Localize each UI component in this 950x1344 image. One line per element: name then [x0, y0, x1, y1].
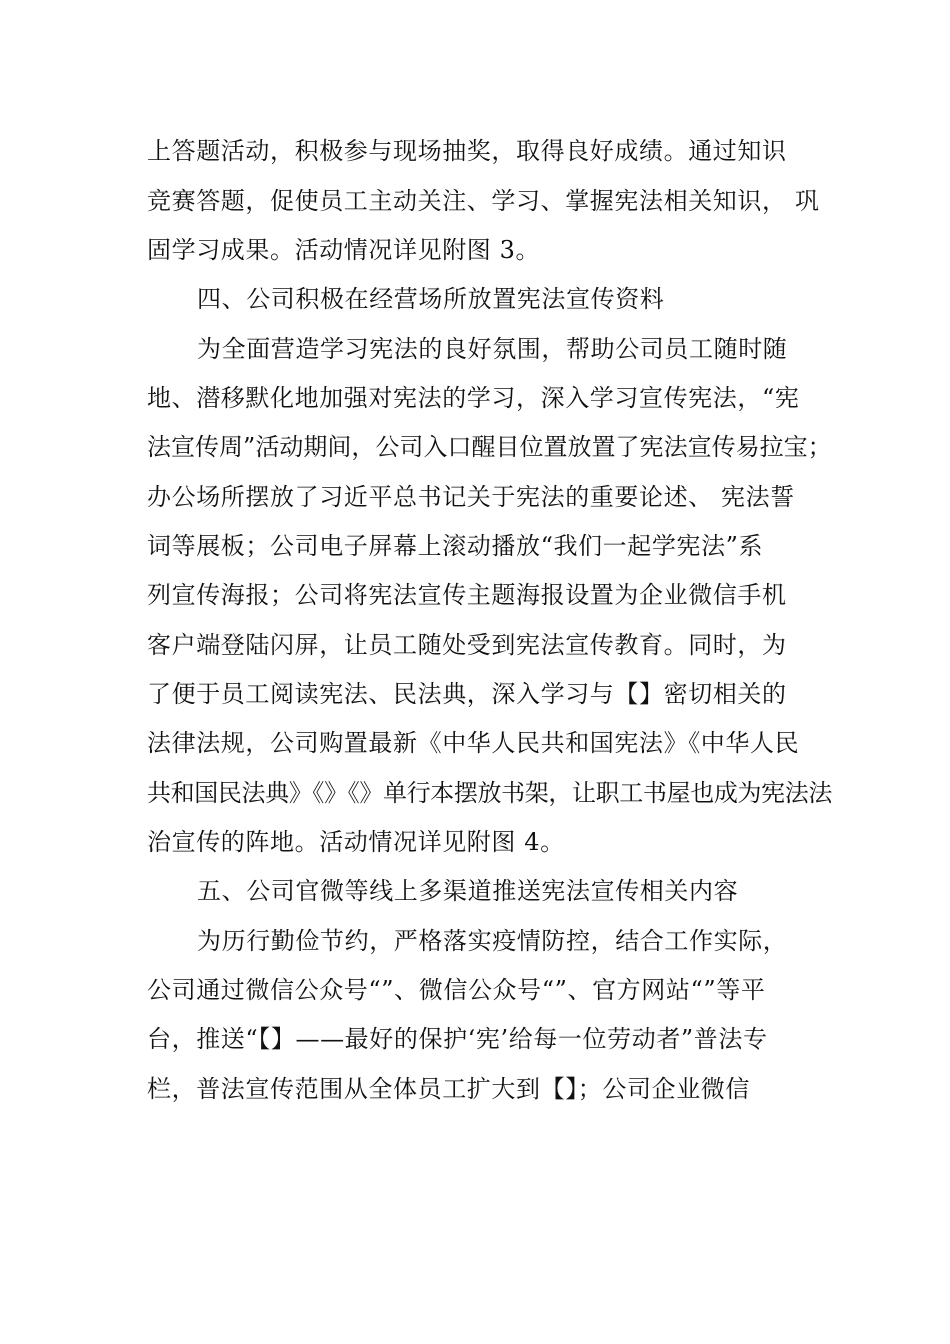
body-text-line: 了便于员工阅读宪法、民法典，深入学习与【】密切相关的 — [147, 680, 787, 708]
section-heading-4: 四、公司积极在经营场所放置宪法宣传资料 — [197, 285, 665, 313]
body-text-line: 法律法规，公司购置最新《中华人民共和国宪法》《中华人民 — [147, 729, 800, 757]
body-text-line: 为全面营造学习宪法的良好氛围，帮助公司员工随时随 — [197, 335, 788, 363]
body-text-line: 客户端登陆闪屏，让员工随处受到宪法宣传教育。同时，为 — [147, 631, 787, 659]
section-heading-5: 五、公司官微等线上多渠道推送宪法宣传相关内容 — [197, 877, 739, 905]
body-text-line: 办公场所摆放了习近平总书记关于宪法的重要论述、 宪法誓 — [147, 483, 795, 511]
body-text-line: 列宣传海报；公司将宪法宣传主题海报设置为企业微信手机 — [147, 581, 787, 609]
body-text-line: 上答题活动，积极参与现场抽奖，取得良好成绩。通过知识 — [147, 137, 787, 165]
body-text-line: 词等展板；公司电子屏幕上滚动播放“我们一起学宪法”系 — [147, 532, 764, 560]
body-text-line: 栏，普法宣传范围从全体员工扩大到【】；公司企业微信 — [147, 1075, 750, 1103]
body-text-line: 地、潜移默化地加强对宪法的学习，深入学习宣传宪法，“宪 — [147, 384, 800, 412]
body-text-line: 固学习成果。活动情况详见附图 3。 — [147, 236, 541, 264]
body-text-line: 公司通过微信公众号“”、微信公众号“”、官方网站“”等平 — [147, 976, 766, 1004]
body-text-line: 为历行勤俭节约，严格落实疫情防控，结合工作实际， — [197, 927, 788, 955]
body-text-line: 治宣传的阵地。活动情况详见附图 4。 — [147, 828, 565, 856]
body-text-line: 法宣传周”活动期间，公司入口醒目位置放置了宪法宣传易拉宝； — [147, 433, 832, 461]
body-text-line: 竞赛答题，促使员工主动关注、学习、掌握宪法相关知识， 巩 — [147, 187, 820, 215]
body-text-line: 共和国民法典》《》《》单行本摆放书架，让职工书屋也成为宪法法 — [147, 779, 832, 807]
body-text-line: 台，推送“【】——最好的保护‘宪’给每一位劳动者”普法专 — [147, 1025, 768, 1053]
